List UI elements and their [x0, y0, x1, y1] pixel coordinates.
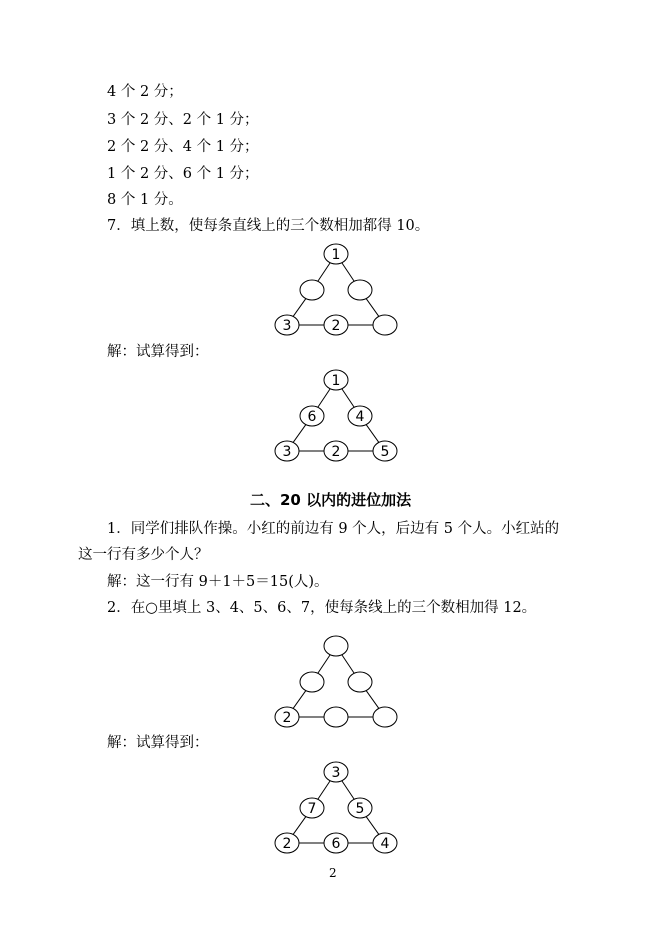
connector-line — [318, 263, 330, 282]
text-line-4: 1 个 2 分、6 个 1 分； — [107, 166, 259, 182]
circle-number: 2 — [282, 710, 292, 726]
circle-number: 4 — [355, 409, 365, 425]
connector-line — [342, 263, 354, 282]
triangle-diagram-question-2 — [268, 632, 408, 732]
connector-line — [318, 655, 330, 674]
number-circle — [348, 672, 372, 692]
number-circle — [373, 315, 397, 335]
connector-line — [342, 781, 354, 800]
number-circle — [348, 280, 372, 300]
connector-line — [293, 691, 306, 709]
text-line-5: 8 个 1 分。 — [107, 192, 183, 208]
circle-number: 5 — [355, 801, 365, 817]
circle-number: 2 — [282, 836, 292, 852]
circle-number: 5 — [380, 444, 390, 460]
triangle-diagram-answer-1 — [268, 366, 408, 466]
number-circle — [324, 636, 348, 656]
connector-line — [293, 299, 306, 317]
problem-1-answer: 解：这一行有 9＋1＋5＝15(人)。 — [107, 574, 329, 590]
circle-number: 7 — [307, 801, 317, 817]
circle-number: 1 — [331, 247, 341, 263]
connector-line — [366, 299, 379, 317]
connector-line — [366, 817, 379, 835]
page-number: 2 — [329, 866, 337, 880]
connector-line — [342, 655, 354, 674]
number-circle — [300, 280, 324, 300]
circle-number: 3 — [331, 765, 341, 781]
connector-line — [366, 691, 379, 709]
triangle-diagram-answer-2 — [268, 758, 408, 858]
connector-line — [293, 817, 306, 835]
circle-number: 6 — [307, 409, 317, 425]
number-circle — [324, 707, 348, 727]
answer-label-1: 解：试算得到： — [107, 344, 209, 360]
problem-7-statement: 7．填上数，使每条直线上的三个数相加都得 10。 — [107, 218, 430, 234]
problem-1-line-1: 1．同学们排队作操。小红的前边有 9 个人，后边有 5 个人。小红站的 — [107, 521, 560, 537]
connector-line — [293, 425, 306, 443]
section-title: 二、20 以内的进位加法 — [250, 491, 412, 509]
text-line-2: 3 个 2 分、2 个 1 分； — [107, 112, 259, 128]
connector-line — [318, 389, 330, 408]
connector-line — [366, 425, 379, 443]
problem-1-line-2: 这一行有多少个人？ — [78, 547, 209, 563]
answer-label-2: 解：试算得到： — [107, 735, 209, 751]
connector-line — [318, 781, 330, 800]
circle-number: 3 — [282, 444, 292, 460]
number-circle — [373, 707, 397, 727]
problem-2-statement: 2．在○里填上 3、4、5、6、7，使每条线上的三个数相加得 12。 — [107, 600, 537, 616]
circle-number: 4 — [380, 836, 390, 852]
circle-number: 3 — [282, 318, 292, 334]
circle-number: 2 — [331, 444, 341, 460]
number-circle — [300, 672, 324, 692]
triangle-diagram-question-1 — [268, 240, 408, 340]
text-line-1: 4 个 2 分； — [107, 84, 183, 100]
circle-number: 6 — [331, 836, 341, 852]
circle-number: 2 — [331, 318, 341, 334]
text-line-3: 2 个 2 分、4 个 1 分； — [107, 139, 259, 155]
circle-number: 1 — [331, 373, 341, 389]
connector-line — [342, 389, 354, 408]
